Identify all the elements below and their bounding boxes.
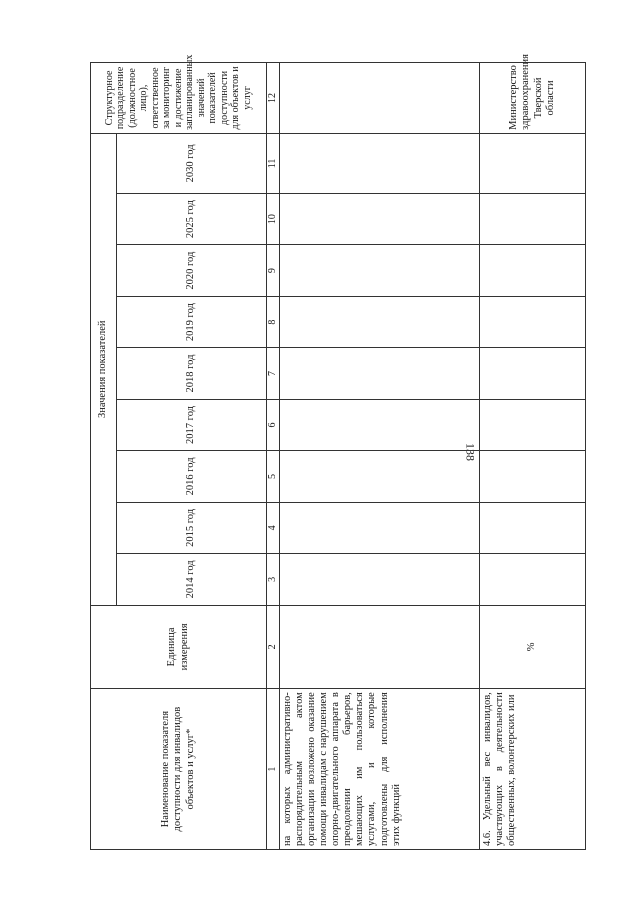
- row-unit: [280, 605, 480, 689]
- column-number: 5: [267, 451, 280, 502]
- row-unit: %: [480, 605, 586, 689]
- row-value: [280, 133, 480, 193]
- row-value: [480, 502, 586, 553]
- row-value: [280, 451, 480, 502]
- column-number: 6: [267, 399, 280, 450]
- row-value: [280, 296, 480, 347]
- row-value: [480, 554, 586, 605]
- column-number: 2: [267, 605, 280, 689]
- column-number: 8: [267, 296, 280, 347]
- row-value: [280, 348, 480, 399]
- row-name: на которых административно-распорядительным актом организации возложено оказание помощи инвалидам с нарушением опорно-двигательного аппарата в преодолении барьеров, мешающих им пользоваться услугами, и которые подготовлены для исполнения этих функций: [280, 689, 480, 850]
- row-responsible: Министерство здравоохранения Тверской области: [480, 63, 586, 134]
- column-number: 7: [267, 348, 280, 399]
- row-value: [280, 193, 480, 244]
- row-value: [480, 193, 586, 244]
- column-number: 12: [267, 63, 280, 134]
- row-name: 4.6. Удельный вес инвалидов, участвующих в деятельности общественных, волонтерских или: [480, 689, 586, 850]
- header-unit: Единица измерения: [91, 605, 267, 689]
- row-responsible: [280, 63, 480, 134]
- row-value: [280, 399, 480, 450]
- column-number: 1: [267, 689, 280, 850]
- column-number: 10: [267, 193, 280, 244]
- header-year: 2019 год: [117, 296, 267, 347]
- header-year: 2025 год: [117, 193, 267, 244]
- header-year: 2018 год: [117, 348, 267, 399]
- row-value: [280, 245, 480, 296]
- row-value: [480, 245, 586, 296]
- header-year: 2014 год: [117, 554, 267, 605]
- header-responsible: Структурное подразделение (должностное лицо), ответственное за мониторинг и достижение запланированных значений показателей доступности для объектов и услуг: [91, 63, 267, 134]
- column-number: 3: [267, 554, 280, 605]
- row-value: [480, 296, 586, 347]
- rotated-table-area: [90, 54, 586, 850]
- column-number: 9: [267, 245, 280, 296]
- row-value: [280, 554, 480, 605]
- column-number: 11: [267, 133, 280, 193]
- row-value: [480, 451, 586, 502]
- header-year: 2020 год: [117, 245, 267, 296]
- page-number: 138: [463, 443, 478, 461]
- header-values-group: Значения показателей: [91, 133, 117, 605]
- header-year: 2015 год: [117, 502, 267, 553]
- row-value: [280, 502, 480, 553]
- indicator-table: [90, 54, 586, 850]
- header-year: 2030 год: [117, 133, 267, 193]
- column-number: 4: [267, 502, 280, 553]
- row-value: [480, 348, 586, 399]
- row-value: [480, 399, 586, 450]
- header-year: 2017 год: [117, 399, 267, 450]
- header-year: 2016 год: [117, 451, 267, 502]
- row-value: [480, 133, 586, 193]
- header-name: Наименование показателя доступности для инвалидов объектов и услуг*: [91, 689, 267, 850]
